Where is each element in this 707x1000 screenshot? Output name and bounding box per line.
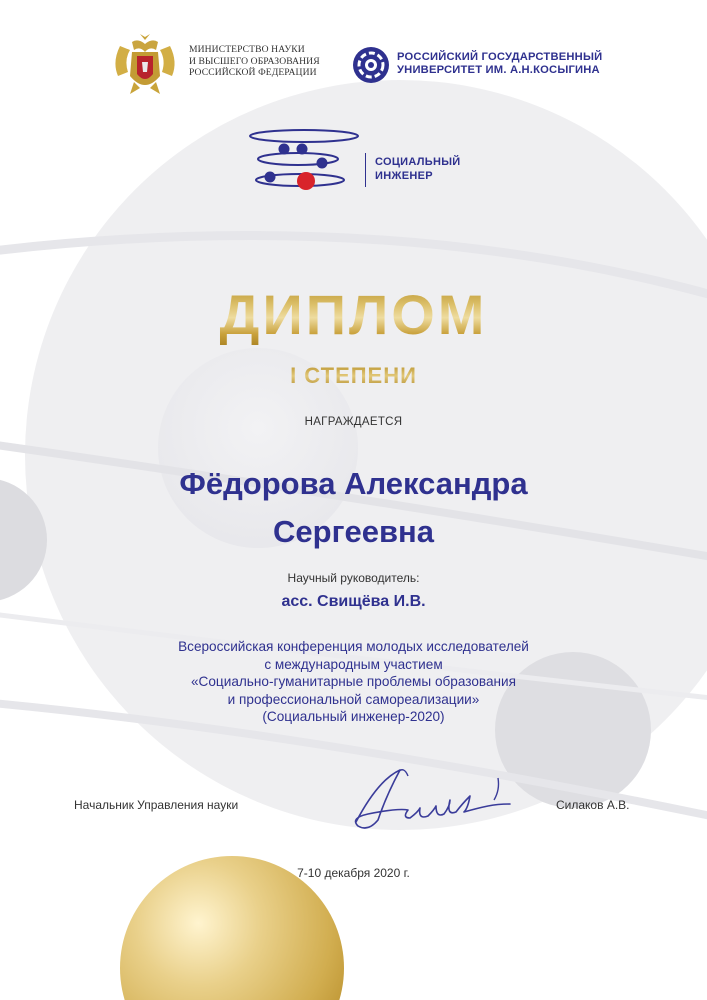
supervisor-name: асс. Свищёва И.В.: [281, 593, 426, 610]
conference-line-5: (Социальный инженер-2020): [262, 709, 445, 724]
handwritten-signature-icon: [338, 760, 518, 835]
university-circle-logo-icon: [352, 46, 390, 84]
project-name: [375, 155, 495, 183]
conference-description: [0, 638, 707, 726]
signatory-position: Начальник Управления науки: [74, 798, 239, 812]
conference-line-4: и профессиональной самореализации»: [227, 691, 480, 707]
ministry-name: [189, 44, 329, 79]
diploma-title: ДИПЛОМ: [0, 282, 707, 347]
conference-line-3: «Социально-гуманитарные проблемы образования: [191, 674, 516, 689]
project-line-2: ИНЖЕНЕР: [375, 170, 433, 182]
recipient-line-1: Фёдорова Александра: [179, 466, 528, 501]
ministry-line-2: И ВЫСШЕГО ОБРАЗОВАНИЯ: [189, 55, 320, 67]
double-headed-eagle-emblem-icon: [110, 32, 180, 100]
signatory-name: Силаков А.В.: [556, 798, 630, 812]
university-line-2: УНИВЕРСИТЕТ ИМ. А.Н.КОСЫГИНА: [397, 64, 600, 76]
project-line-1: СОЦИАЛЬНЫЙ: [375, 156, 461, 168]
university-line-1: РОССИЙСКИЙ ГОСУДАРСТВЕННЫЙ: [397, 51, 603, 63]
recipient-line-2: Сергеевна: [273, 514, 434, 549]
supervisor-label: Научный руководитель:: [287, 571, 420, 585]
recipient-name: [0, 460, 707, 556]
ministry-line-3: РОССИЙСКОЙ ФЕДЕРАЦИИ: [189, 67, 317, 78]
event-dates: 7-10 декабря 2020 г.: [297, 866, 410, 880]
diploma-degree: I СТЕПЕНИ: [0, 363, 707, 389]
orbit-atoms-logo-icon: [246, 125, 366, 201]
ministry-line-1: МИНИСТЕРСТВО НАУКИ: [189, 44, 305, 55]
logo-divider: [365, 153, 366, 187]
awarded-label: НАГРАЖДАЕТСЯ: [304, 416, 403, 428]
conference-line-1: Всероссийская конференция молодых исследователей: [178, 639, 529, 654]
conference-line-2: с международным участием: [264, 656, 443, 672]
university-name: [397, 51, 617, 77]
